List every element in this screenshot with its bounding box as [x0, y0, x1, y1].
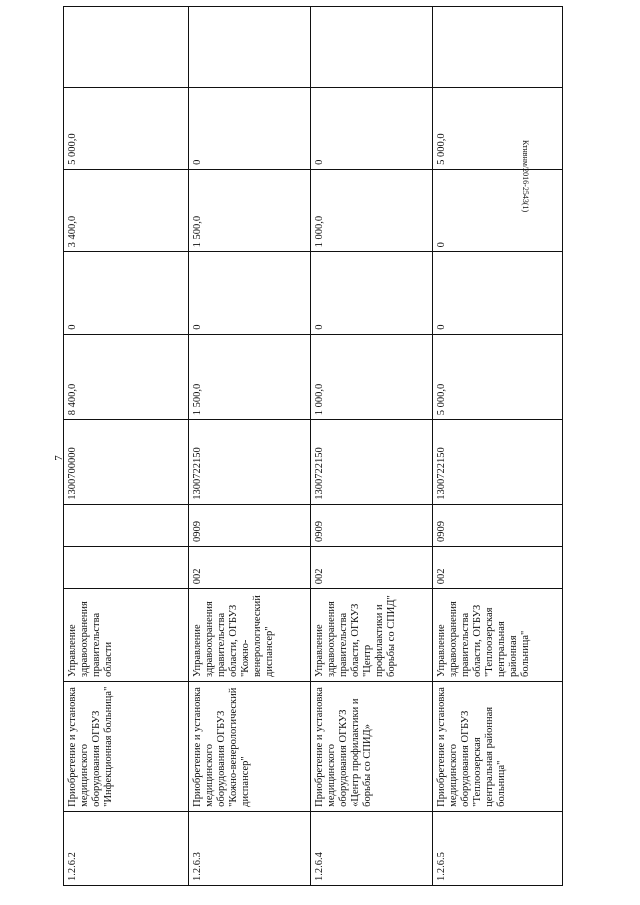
measure-name: Приобретение и установка медицинского оборудования ОГБУЗ "Кожно-венерологический диспансер": [189, 681, 311, 811]
year3-amount: 5 000,0: [433, 88, 563, 169]
year3-amount: 5 000,0: [64, 88, 189, 169]
row-code: 1.2.6.5: [433, 811, 563, 885]
year1-amount: 0: [189, 252, 311, 334]
measure-name: Приобретение и установка медицинского оборудования ОГКУЗ «Центр профилактики и борьбы со СПИД»: [311, 681, 433, 811]
total-amount: 5 000,0: [433, 334, 563, 420]
table-row: [64, 7, 189, 886]
grbs-code: 002: [311, 547, 433, 589]
year4-amount: [189, 7, 311, 89]
target-article-code: 1300722150: [311, 420, 433, 504]
total-amount: 8 400,0: [64, 334, 189, 420]
year1-amount: 0: [64, 252, 189, 334]
year2-amount: 1 500,0: [189, 169, 311, 251]
row-code: 1.2.6.2: [64, 811, 189, 885]
measure-name: Приобретение и установка медицинского оборудования ОГБУЗ "Инфекционная больница": [64, 681, 189, 811]
target-article-code: 1300700000: [64, 420, 189, 504]
grbs-code: [64, 547, 189, 589]
responsible-org: Управление здравоохранения правительства области, ОГБУЗ "Кожно-венерологический диспансер": [189, 589, 311, 682]
section-code: 0909: [311, 504, 433, 546]
table-row: [433, 7, 563, 886]
year4-amount: [433, 7, 563, 89]
grbs-code: 002: [189, 547, 311, 589]
section-code: [64, 504, 189, 546]
total-amount: 1 500,0: [189, 334, 311, 420]
table-row: [189, 7, 311, 886]
year4-amount: [311, 7, 433, 89]
section-code: 0909: [433, 504, 563, 546]
target-article-code: 1300722150: [433, 420, 563, 504]
table-body: [64, 7, 563, 886]
measure-name: Приобретение и установка медицинского оборудования ОГБУЗ "Теплоозерская центральная районная больница": [433, 681, 563, 811]
year1-amount: 0: [433, 252, 563, 334]
responsible-org: Управление здравоохранения правительства области, ОГКУЗ "Центр профилактики и борьбы со СПИД": [311, 589, 433, 682]
responsible-org: Управление здравоохранения правительства области: [64, 589, 189, 682]
year1-amount: 0: [311, 252, 433, 334]
budget-table-wrapper: [63, 6, 563, 886]
row-code: 1.2.6.3: [189, 811, 311, 885]
year2-amount: 1 000,0: [311, 169, 433, 251]
target-article-code: 1300722150: [189, 420, 311, 504]
budget-table: [63, 6, 563, 886]
row-code: 1.2.6.4: [311, 811, 433, 885]
page-number: 7: [52, 455, 65, 461]
year2-amount: 3 400,0: [64, 169, 189, 251]
section-code: 0909: [189, 504, 311, 546]
responsible-org: Управление здравоохранения правительства области, ОГБУЗ "Теплоозерская центральная районная больница": [433, 589, 563, 682]
total-amount: 1 000,0: [311, 334, 433, 420]
year3-amount: 0: [189, 88, 311, 169]
year4-amount: [64, 7, 189, 89]
year2-amount: 0: [433, 169, 563, 251]
table-row: [311, 7, 433, 886]
document-stamp: Ктнвнм/2016-2543(1): [521, 140, 530, 213]
grbs-code: 002: [433, 547, 563, 589]
year3-amount: 0: [311, 88, 433, 169]
